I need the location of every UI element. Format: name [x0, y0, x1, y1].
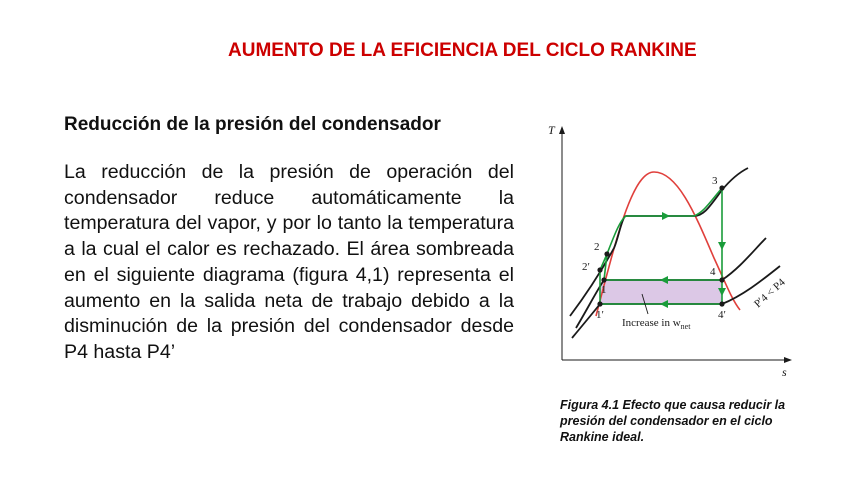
state-point-2 [604, 251, 609, 256]
page-title: AUMENTO DE LA EFICIENCIA DEL CICLO RANKINE [228, 40, 697, 61]
state-point-3 [719, 185, 724, 190]
y-axis-arrow [559, 126, 565, 134]
state-point-2-prime [597, 267, 602, 272]
annotation-work-increase: Increase in $w_{net}$ [622, 317, 691, 331]
figure-caption: Figura 4.1 Efecto que causa reducir la presión del condensador en el ciclo Rankine ideal. [560, 398, 786, 444]
shaded-work-area [600, 280, 722, 304]
arrow-heating [662, 212, 670, 220]
label-point-4-prime: 4′ [718, 309, 726, 321]
state-point-4-prime [719, 301, 724, 306]
y-axis-label: T [548, 123, 555, 137]
body-paragraph: La reducción de la presión de operación del condensador reduce automáticamente la temperatura del vapor, y por lo tanto la temperatura a la cual el calor es rechazado. El área sombreada en el siguiente diagrama (figura 4,1) representa el aumento en la salida neta de trabajo debido a la disminución de la presión del condensador desde P4 hasta P4’ [64, 161, 514, 363]
state-point-1 [601, 277, 606, 282]
state-point-4 [719, 277, 724, 282]
state-point-1-prime [597, 301, 602, 306]
label-point-2: 2 [594, 241, 600, 253]
label-point-2-prime: 2′ [582, 261, 590, 273]
section-subtitle: Reducción de la presión del condensador [64, 114, 441, 135]
label-point-1-prime: 1′ [596, 309, 604, 321]
label-point-4: 4 [710, 266, 716, 278]
ts-diagram [544, 120, 804, 382]
x-axis-arrow [784, 357, 792, 363]
label-point-1: 1 [601, 284, 607, 296]
x-axis-label: s [782, 365, 787, 379]
arrow-expansion [718, 242, 726, 250]
pressure-relation-label: P′4 < P4 [751, 276, 788, 311]
ts-diagram-figure [544, 120, 804, 382]
label-point-3: 3 [712, 175, 718, 187]
